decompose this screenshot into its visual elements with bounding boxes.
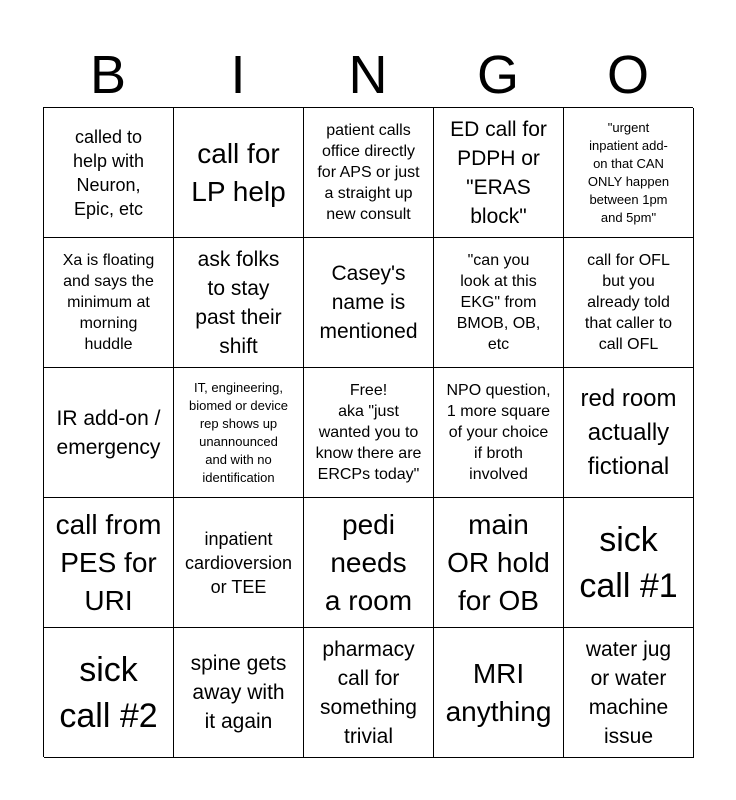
bingo-cell-r5c4[interactable] [434, 628, 564, 758]
cell-text: Casey's name is mentioned [319, 262, 418, 343]
bingo-cell-r5c2[interactable] [174, 628, 304, 758]
cell-text: NPO question, 1 more square of your choice if broth involved [446, 382, 551, 483]
cell-text: "can you look at this EKG" from BMOB, OB, etc [456, 252, 541, 353]
cell-text: water jug or water machine issue [585, 637, 672, 748]
bingo-cell-r3c5[interactable] [564, 368, 694, 498]
header-letter-n: N [348, 45, 388, 105]
cell-text: red room actually fictional [580, 384, 677, 480]
bingo-cell-r1c5[interactable] [564, 108, 694, 238]
bingo-cell-r2c2[interactable] [174, 238, 304, 368]
bingo-cell-r1c3[interactable] [304, 108, 434, 238]
bingo-cell-r5c5[interactable] [564, 628, 694, 758]
cell-text: inpatient cardioversion or TEE [184, 528, 293, 597]
bingo-cell-r4c5[interactable] [564, 498, 694, 628]
cell-text: Free! aka "just wanted you to know there are ERCPs today" [315, 382, 422, 483]
bingo-cell-r4c2[interactable] [174, 498, 304, 628]
bingo-cell-r2c1[interactable] [44, 238, 174, 368]
cell-text: sick call #1 [579, 520, 678, 605]
bingo-cell-r4c3[interactable] [304, 498, 434, 628]
bingo-cell-r5c3[interactable] [304, 628, 434, 758]
cell-text: pharmacy call for something trivial [320, 637, 417, 748]
bingo-cell-r1c4[interactable] [434, 108, 564, 238]
bingo-cell-r2c3[interactable] [304, 238, 434, 368]
header-letter-i: I [230, 45, 246, 105]
bingo-cell-r1c1[interactable] [44, 108, 174, 238]
bingo-cell-r4c4[interactable] [434, 498, 564, 628]
header-letter-g: G [476, 45, 519, 105]
bingo-cell-r2c5[interactable] [564, 238, 694, 368]
bingo-cell-r3c1[interactable] [44, 368, 174, 498]
bingo-cell-r3c4[interactable] [434, 368, 564, 498]
header-letter-b: B [89, 45, 127, 105]
cell-text: called to help with Neuron, Epic, etc [72, 126, 145, 219]
bingo-cell-r3c3-free[interactable] [304, 368, 434, 498]
cell-text: call from PES for URI [55, 508, 162, 616]
cell-text: patient calls office directly for APS or just a straight up new consult [317, 122, 420, 223]
bingo-cell-r3c2[interactable] [174, 368, 304, 498]
cell-text: ask folks to stay past their shift [195, 247, 282, 358]
cell-text: call for LP help [191, 137, 286, 207]
bingo-cell-r1c2[interactable] [174, 108, 304, 238]
bingo-cell-r2c4[interactable] [434, 238, 564, 368]
header-letter-o: O [606, 45, 649, 105]
cell-text: pedi needs a room [324, 508, 413, 616]
cell-text: IR add-on / emergency [56, 406, 161, 459]
bingo-board [43, 107, 693, 757]
cell-text: sick call #2 [59, 650, 158, 735]
cell-text: main OR hold for OB [447, 508, 550, 616]
cell-text: IT, engineering, biomed or device rep shows up unannounced and with no identification [189, 379, 288, 485]
cell-text: ED call for PDPH or "ERAS block" [450, 117, 547, 228]
cell-text: MRI anything [445, 657, 552, 727]
cell-text: spine gets away with it again [190, 652, 287, 733]
cell-text: Xa is floating and says the minimum at morning huddle [62, 252, 155, 353]
cell-text: call for OFL but you already told that caller to call OFL [584, 252, 673, 353]
bingo-header [43, 42, 693, 108]
cell-text: "urgent inpatient add- on that CAN ONLY happen between 1pm and 5pm" [587, 119, 670, 225]
bingo-cell-r4c1[interactable] [44, 498, 174, 628]
bingo-cell-r5c1[interactable] [44, 628, 174, 758]
